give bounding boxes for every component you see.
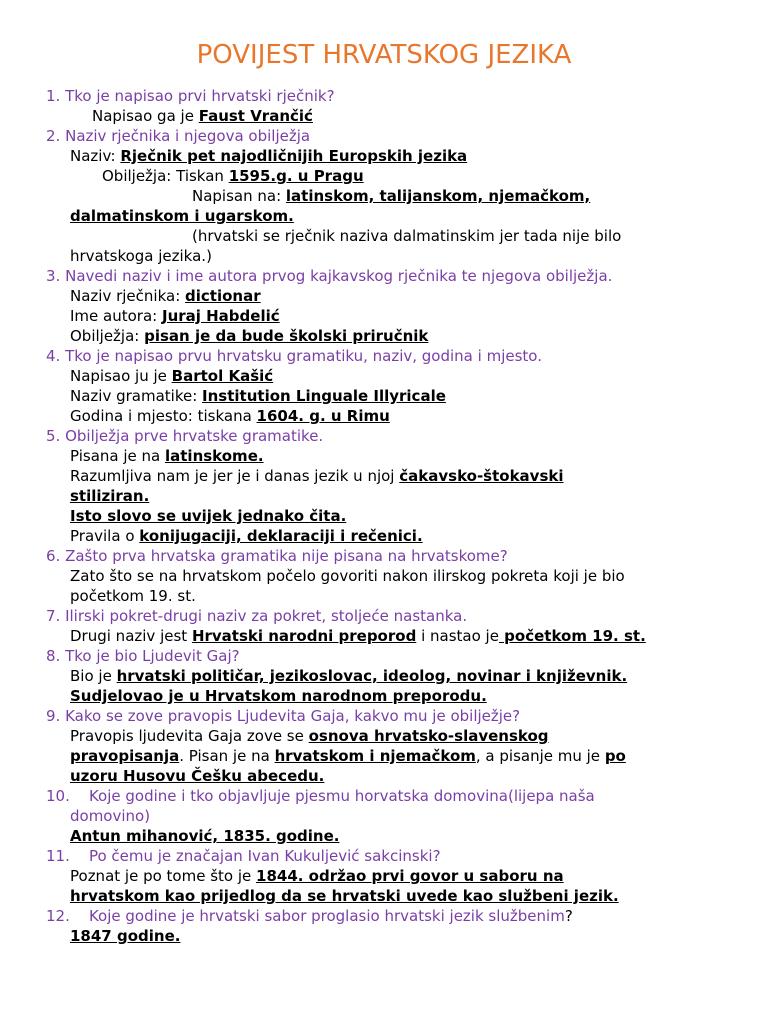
answer-8: Bio je hrvatski političar, jezikoslovac, ideolog, novinar i književnik. xyxy=(70,667,628,685)
question-list xyxy=(46,86,726,946)
answer-9: Pravopis ljudevita Gaja zove se osnova hrvatsko-slavenskog xyxy=(70,727,549,745)
answer-8-cont: Sudjelovao je u Hrvatskom narodnom preporodu. xyxy=(70,687,487,705)
question-3: 3. Navedi naziv i ime autora prvog kajkavskog rječnika te njegova obilježja. xyxy=(46,267,613,285)
answer-3-obiljezja: Obilježja: pisan je da bude školski priručnik xyxy=(70,327,429,345)
page-title: POVIJEST HRVATSKOG JEZIKA xyxy=(196,40,572,70)
answer-2-napisan-cont: dalmatinskom i ugarskom. xyxy=(70,207,294,225)
answer-3-naziv: Naziv rječnika: dictionar xyxy=(70,287,261,305)
question-2: 2. Naziv rječnika i njegova obilježja xyxy=(46,127,311,145)
answer-3-autor: Ime autora: Juraj Habdelić xyxy=(70,307,280,325)
answer-2-napisan: Napisan na: latinskom, talijanskom, njemačkom, xyxy=(192,187,591,205)
answer-11: Poznat je po tome što je 1844. održao prvi govor u saboru na xyxy=(70,867,564,885)
answer-9-cont2: uzoru Husovu Češku abecedu. xyxy=(70,767,325,785)
answer-5-razumljiva: Razumljiva nam je jer je i danas jezik u njoj čakavsko-štokavski xyxy=(70,467,564,485)
question-1: 1. Tko je napisao prvi hrvatski rječnik? xyxy=(46,87,335,105)
answer-5-pravila: Pravila o konijugaciji, deklaraciji i rečenici. xyxy=(70,527,423,545)
answer-11-cont: hrvatskom kao prijedlog da se hrvatski uvede kao službeni jezik. xyxy=(70,887,619,905)
answer-12: 1847 godine. xyxy=(70,927,181,945)
answer-9-cont: pravopisanja. Pisan je na hrvatskom i njemačkom, a pisanje mu je po xyxy=(70,747,626,765)
question-4: 4. Tko je napisao prvu hrvatsku gramatiku, naziv, godina i mjesto. xyxy=(46,347,542,365)
question-11: 11. Po čemu je značajan Ivan Kukuljević sakcinski? xyxy=(46,847,441,865)
question-5: 5. Obilježja prve hrvatske gramatike. xyxy=(46,427,324,445)
answer-5-slovo: Isto slovo se uvijek jednako čita. xyxy=(70,507,347,525)
answer-4-autor: Napisao ju je Bartol Kašić xyxy=(70,367,274,385)
question-7: 7. Ilirski pokret-drugi naziv za pokret, stoljeće nastanka. xyxy=(46,607,468,625)
answer-6-cont: početkom 19. st. xyxy=(70,587,196,605)
question-9: 9. Kako se zove pravopis Ljudevita Gaja, kakvo mu je obilježje? xyxy=(46,707,521,725)
question-10-cont: domovino) xyxy=(70,807,151,825)
answer-4-naziv: Naziv gramatike: Institution Linguale Illyricale xyxy=(70,387,446,405)
answer-5-jezik: Pisana je na latinskome. xyxy=(70,447,264,465)
answer-2-naziv: Naziv: Rječnik pet najodličnijih Europskih jezika xyxy=(70,147,468,165)
answer-4-godina: Godina i mjesto: tiskana 1604. g. u Rimu xyxy=(70,407,390,425)
answer-10: Antun mihanović, 1835. godine. xyxy=(70,827,340,845)
question-6: 6. Zašto prva hrvatska gramatika nije pisana na hrvatskome? xyxy=(46,547,508,565)
question-8: 8. Tko je bio Ljudevit Gaj? xyxy=(46,647,240,665)
answer-2-obiljezja: Obilježja: Tiskan 1595.g. u Pragu xyxy=(102,167,364,185)
answer-5-razumljiva-cont: stiliziran. xyxy=(70,487,150,505)
answer-1: Napisao ga je Faust Vrančić xyxy=(92,107,313,125)
answer-7: Drugi naziv jest Hrvatski narodni preporod i nastao je početkom 19. st. xyxy=(70,627,646,645)
answer-6: Zato što se na hrvatskom počelo govoriti nakon ilirskog pokreta koji je bio xyxy=(70,567,625,585)
question-12: 12. Koje godine je hrvatski sabor proglasio hrvatski jezik službenim? xyxy=(46,907,573,925)
question-10: 10. Koje godine i tko objavljuje pjesmu horvatska domovina(lijepa naša xyxy=(46,787,595,805)
answer-2-note-cont: hrvatskoga jezika.) xyxy=(70,247,212,265)
answer-2-note: (hrvatski se rječnik naziva dalmatinskim jer tada nije bilo xyxy=(192,227,622,245)
